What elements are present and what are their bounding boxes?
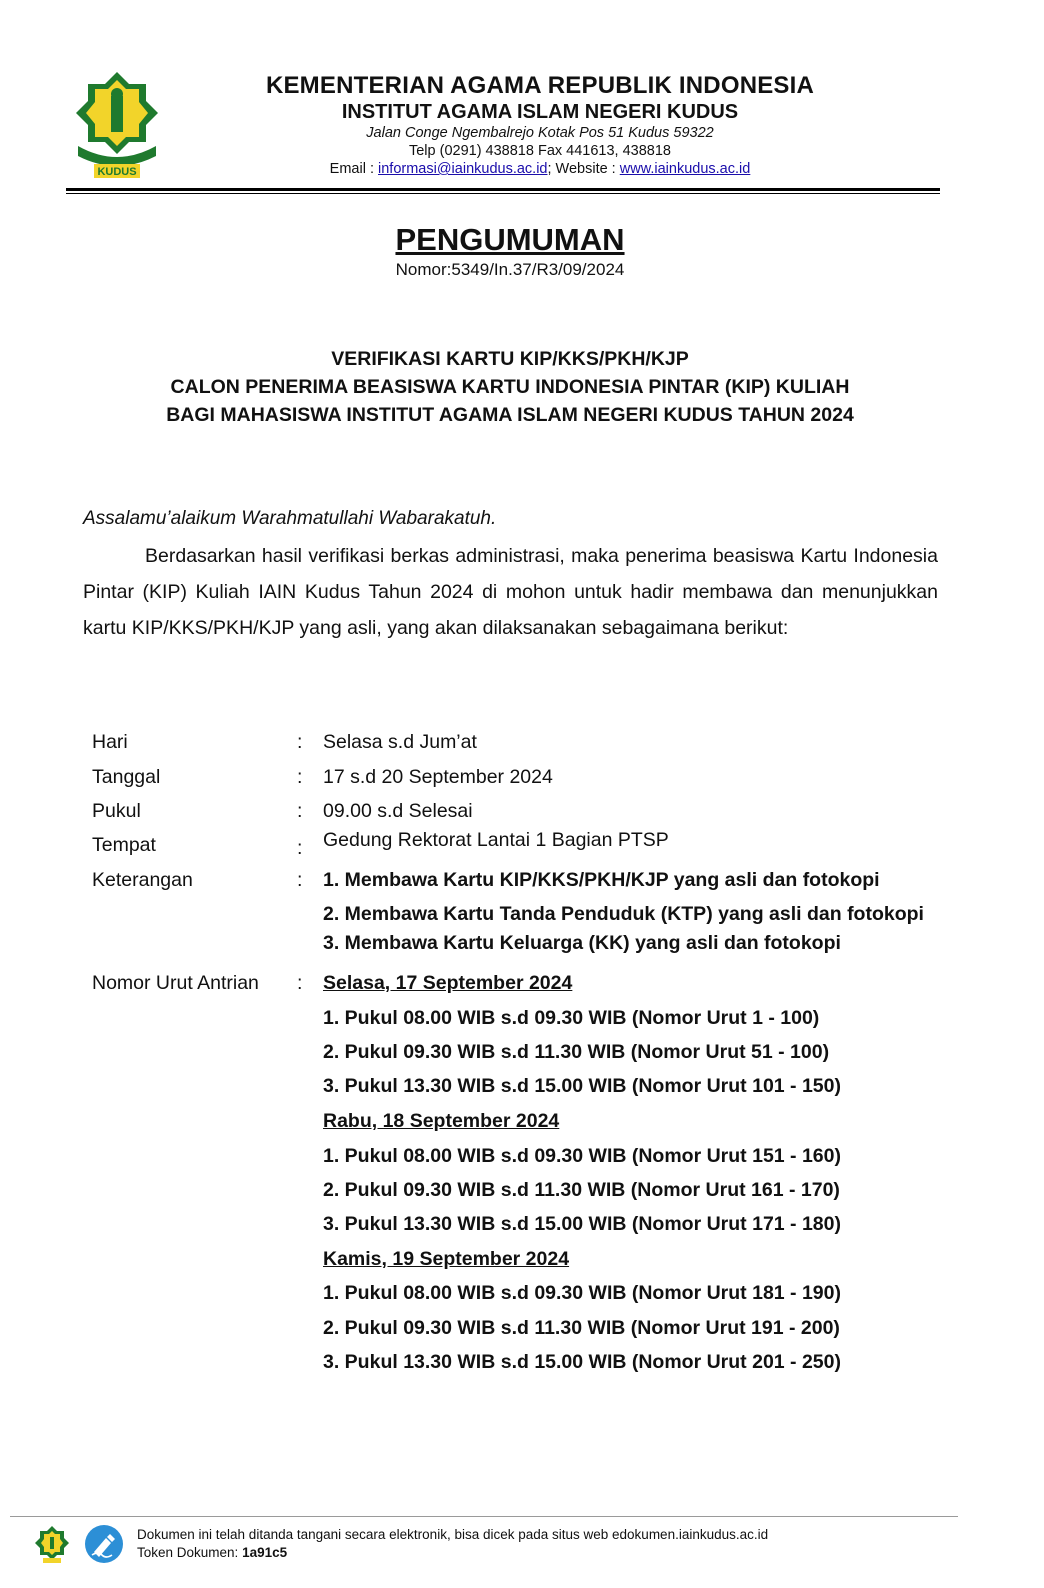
greeting: Assalamu’alaikum Warahmatullahi Wabarakatuh.	[83, 508, 497, 529]
logo-text: KUDUS	[97, 166, 137, 178]
email-link[interactable]: informasi@iainkudus.ac.id	[378, 161, 548, 177]
letterhead-rule-thin	[66, 193, 940, 194]
schedule-slot: 3. Pukul 13.30 WIB s.d 15.00 WIB (Nomor Urut 171 - 180)	[323, 1213, 841, 1235]
tempat-label: Tempat	[92, 834, 156, 856]
token-value: 1a91c5	[242, 1545, 288, 1560]
schedule-slot: 2. Pukul 09.30 WIB s.d 11.30 WIB (Nomor Urut 191 - 200)	[323, 1317, 840, 1339]
keterangan-item: 3. Membawa Kartu Keluarga (KK) yang asli dan fotokopi	[323, 932, 841, 954]
body-paragraph: Berdasarkan hasil verifikasi berkas administrasi, maka penerima beasiswa Kartu Indonesia Pintar (KIP) Kuliah IAIN Kudus Tahun 2024 di mohon untuk hadir membawa dan menunjukkan kartu KIP/KKS/PKH/KJP yang asli, yang akan dilaksanakan sebagaimana berikut:	[83, 545, 938, 639]
token-label: Token Dokumen:	[137, 1545, 243, 1560]
colon: :	[297, 869, 303, 891]
keterangan-label: Keterangan	[92, 869, 193, 891]
schedule-day: Rabu, 18 September 2024	[323, 1110, 560, 1132]
colon: :	[297, 972, 303, 994]
pukul-value: 09.00 s.d Selesai	[323, 800, 473, 822]
schedule-slot: 1. Pukul 08.00 WIB s.d 09.30 WIB (Nomor Urut 151 - 160)	[323, 1145, 841, 1167]
subject-line-1: VERIFIKASI KARTU KIP/KKS/PKH/KJP	[331, 348, 689, 370]
footer-rule	[10, 1516, 958, 1517]
letterhead-rule-thick	[66, 188, 940, 191]
keterangan-item: 1. Membawa Kartu KIP/KKS/PKH/KJP yang asli dan fotokopi	[323, 869, 880, 891]
schedule-slot: 3. Pukul 13.30 WIB s.d 15.00 WIB (Nomor Urut 101 - 150)	[323, 1075, 841, 1097]
subject-line-3: BAGI MAHASISWA INSTITUT AGAMA ISLAM NEGERI KUDUS TAHUN 2024	[166, 404, 854, 426]
keterangan-item: 2. Membawa Kartu Tanda Penduduk (KTP) yang asli dan fotokopi	[323, 903, 924, 925]
hari-label: Hari	[92, 731, 128, 753]
schedule-day: Kamis, 19 September 2024	[323, 1248, 570, 1270]
contact-line	[200, 161, 880, 177]
pukul-label: Pukul	[92, 800, 141, 822]
colon: :	[297, 800, 303, 822]
website-label: ; Website :	[547, 161, 620, 177]
subject-line-2: CALON PENERIMA BEASISWA KARTU INDONESIA PINTAR (KIP) KULIAH	[170, 376, 850, 398]
schedule-slot: 2. Pukul 09.30 WIB s.d 11.30 WIB (Nomor Urut 161 - 170)	[323, 1179, 840, 1201]
footer-notice: Dokumen ini telah ditanda tangani secara elektronik, bisa dicek pada situs web edokumen.iainkudus.ac.id	[137, 1527, 769, 1542]
schedule-slot: 1. Pukul 08.00 WIB s.d 09.30 WIB (Nomor Urut 1 - 100)	[323, 1007, 820, 1029]
schedule-slot: 1. Pukul 08.00 WIB s.d 09.30 WIB (Nomor Urut 181 - 190)	[323, 1282, 841, 1304]
institute-address: Jalan Conge Ngembalrejo Kotak Pos 51 Kudus 59322	[366, 125, 714, 141]
email-label: Email :	[329, 161, 379, 177]
institute-phone: Telp (0291) 438818 Fax 441613, 438818	[408, 143, 671, 159]
schedule-slot: 3. Pukul 13.30 WIB s.d 15.00 WIB (Nomor Urut 201 - 250)	[323, 1351, 841, 1373]
announcement-number: Nomor:5349/In.37/R3/09/2024	[395, 260, 625, 279]
schedule-slot: 2. Pukul 09.30 WIB s.d 11.30 WIB (Nomor Urut 51 - 100)	[323, 1041, 830, 1063]
colon: :	[297, 837, 303, 859]
hari-value: Selasa s.d Jum’at	[323, 731, 477, 753]
footer-token	[137, 1545, 287, 1560]
tanggal-value: 17 s.d 20 September 2024	[323, 766, 553, 788]
tempat-value: Gedung Rektorat Lantai 1 Bagian PTSP	[323, 829, 669, 851]
footer-logo	[34, 1524, 70, 1564]
ministry-name: KEMENTERIAN AGAMA REPUBLIK INDONESIA	[265, 72, 815, 99]
announcement-title: PENGUMUMAN	[395, 222, 625, 257]
e-signature-icon	[84, 1524, 124, 1564]
institute-name: INSTITUT AGAMA ISLAM NEGERI KUDUS	[341, 101, 739, 123]
colon: :	[297, 766, 303, 788]
iain-kudus-logo	[64, 68, 170, 180]
tanggal-label: Tanggal	[92, 766, 161, 788]
colon: :	[297, 731, 303, 753]
antrian-label: Nomor Urut Antrian	[92, 972, 259, 994]
schedule-day: Selasa, 17 September 2024	[323, 972, 573, 994]
website-link[interactable]: www.iainkudus.ac.id	[619, 161, 751, 177]
